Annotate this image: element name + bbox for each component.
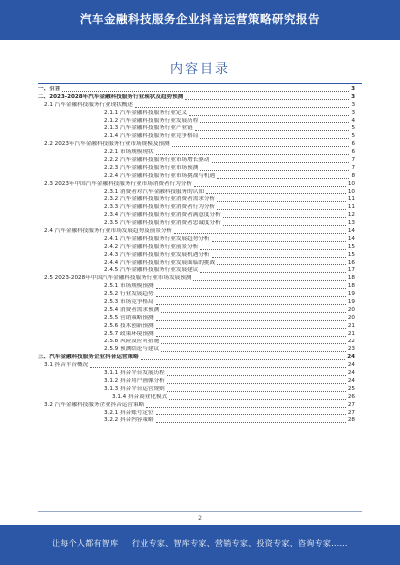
toc-entry-page: 24 (347, 370, 355, 377)
toc-leader-dots (212, 162, 350, 163)
toc-entry-page: 14 (347, 235, 355, 242)
toc-entry[interactable] (38, 181, 355, 189)
toc-leader-dots (62, 91, 349, 92)
toc-entry-page: 24 (347, 377, 355, 384)
toc-entry[interactable] (38, 228, 355, 236)
toc-entry-page: 8 (351, 172, 355, 179)
toc-entry[interactable] (38, 102, 355, 110)
toc-entry-page: 6 (351, 141, 355, 148)
toc-entry[interactable] (38, 236, 355, 244)
toc-entry-page: 5 (351, 125, 355, 132)
toc-entry-title: 2.3 2023年中国汽车金融科技服务行业市场消费者行为分析 (44, 180, 192, 187)
toc-entry-page: 6 (351, 149, 355, 156)
toc-leader-dots (200, 249, 346, 250)
toc-entry[interactable] (38, 275, 355, 283)
toc-entry-page: 20 (347, 314, 355, 321)
toc-entry-title: 三、汽车金融科技服务企业抖音运营策略 (38, 354, 139, 361)
toc-leader-dots (193, 280, 345, 281)
toc-entry-page: 5 (351, 133, 355, 140)
toc-leader-dots (212, 257, 346, 258)
toc-entry[interactable] (38, 165, 355, 173)
toc-leader-dots (135, 107, 349, 108)
toc-leader-dots (194, 186, 346, 187)
toc-entry-page: 10 (347, 188, 355, 195)
toc-entry-title: 3.1.1 抖音平台发展历程 (104, 370, 165, 377)
toc-entry[interactable] (38, 110, 355, 118)
toc-entry[interactable] (38, 354, 355, 362)
toc-entry-title: 2.2.1 市场规模现状 (104, 149, 154, 156)
toc-entry-title: 3.2.2 抖音内容策略 (104, 417, 154, 424)
toc-entry-title: 2.4.5 汽车金融科技服务行业发展建议 (104, 267, 199, 274)
toc-leader-dots (161, 351, 346, 352)
toc-entry[interactable] (38, 189, 355, 197)
toc-leader-dots (167, 383, 346, 384)
toc-entry-title: 2.1.3 汽车金融科技服务行业产业链 (104, 125, 193, 132)
toc-entry-page: 13 (347, 220, 355, 227)
toc-entry-page: 11 (347, 204, 355, 211)
toc-entry-page: 12 (347, 212, 355, 219)
toc-leader-dots (185, 99, 349, 100)
toc-entry-page: 24 (347, 354, 355, 361)
toc-entry[interactable] (38, 291, 355, 299)
toc-leader-dots (161, 312, 346, 313)
toc-leader-dots (156, 336, 346, 337)
toc-entry-page: 7 (351, 157, 355, 163)
toc-leader-dots (217, 178, 349, 179)
toc-leader-dots (156, 422, 346, 423)
toc-entry[interactable] (38, 410, 355, 418)
toc-entry-title: 2.3.3 汽车金融科技服务行业消费者行为分析 (104, 204, 216, 211)
toc-entry-title: 2.1 汽车金融科技服务行业现状概述 (44, 101, 133, 108)
toc-entry-title: 2.4 汽车金融科技服务行业市场发展趋势及前景分析 (44, 228, 173, 235)
toc-entry-title: 2.5.6 技术创新预测 (104, 322, 154, 329)
toc-entry-title: 2.5.4 消费者需求预测 (104, 306, 160, 313)
toc-entry-title: 一、引言 (38, 86, 61, 92)
toc-leader-dots (200, 272, 346, 273)
toc-entry[interactable] (38, 118, 355, 126)
toc-entry-title: 2.1.2 汽车金融科技服务行业发展历程 (104, 117, 199, 124)
footer-experts: 行业专家、智库专家、营销专家、投资专家、咨询专家…… (132, 539, 348, 548)
toc-leader-dots (156, 154, 350, 155)
toc-entry[interactable] (38, 283, 355, 291)
toc-entry[interactable] (38, 402, 355, 410)
toc-entry-page: 19 (347, 291, 355, 298)
toc-entry[interactable] (38, 378, 355, 386)
toc-heading-divider (38, 83, 362, 84)
toc-entry-title: 3.1.2 抖音用户画像分析 (104, 377, 165, 384)
toc-entry-page: 23 (347, 346, 355, 353)
toc-leader-dots (217, 201, 346, 202)
toc-entry-page: 20 (347, 306, 355, 313)
toc-entry-page: 15 (347, 251, 355, 258)
toc-entry-page: 15 (347, 243, 355, 250)
toc-entry[interactable] (38, 386, 355, 394)
toc-entry-title: 2.5.5 营销策略预测 (104, 314, 154, 321)
toc-entry[interactable] (38, 141, 355, 149)
toc-leader-dots (217, 264, 346, 265)
toc-entry-page: 26 (347, 393, 355, 400)
toc-entry-page: 27 (347, 409, 355, 416)
toc-entry[interactable] (38, 307, 355, 315)
toc-entry-title: 2.5.9 预测结论与建议 (104, 346, 160, 353)
toc-entry[interactable] (38, 362, 355, 370)
toc-entry-title: 2.5.8 风险及应对措施 (104, 338, 160, 345)
toc-entry-page: 21 (347, 322, 355, 329)
page-footer (0, 525, 400, 565)
toc-entry[interactable] (38, 331, 355, 339)
toc-entry-title: 二、2023-2028年汽车金融科技服务行业现状及趋势预测 (38, 93, 184, 100)
toc-entry[interactable] (38, 267, 355, 275)
toc-leader-dots (200, 138, 349, 139)
toc-entry[interactable] (38, 417, 355, 425)
toc-leader-dots (189, 115, 349, 116)
toc-entry[interactable] (38, 370, 355, 378)
toc-entry-page: 22 (347, 338, 355, 345)
toc-entry-page: 3 (351, 109, 355, 116)
toc-leader-dots (200, 170, 349, 171)
toc-leader-dots (90, 367, 346, 368)
toc-heading: 内容目录 (169, 62, 230, 77)
toc-entry-title: 2.2.4 汽车金融科技服务行业市场挑战与机遇 (104, 172, 216, 179)
toc-entry[interactable] (38, 323, 355, 331)
toc-entry[interactable] (38, 299, 355, 307)
toc-entry-title: 2.1.1 汽车金融科技服务行业定义 (104, 109, 188, 116)
toc-entry[interactable] (38, 204, 355, 212)
toc-leader-dots (156, 328, 346, 329)
page-number: 2 (198, 515, 202, 522)
toc-entry-title: 2.5.3 市场竞争格局 (104, 299, 154, 306)
toc-leader-dots (161, 343, 346, 344)
toc-leader-dots (156, 320, 346, 321)
toc-entry-title: 2.5.2 行业发展趋势 (104, 291, 154, 298)
toc-leader-dots (212, 241, 346, 242)
toc-entry-page: 3 (351, 86, 355, 92)
toc-entry-page: 24 (347, 362, 355, 369)
toc-entry-title: 2.4.4 汽车金融科技服务行业发展面临的挑战 (104, 259, 216, 266)
toc-entry-title: 2.2 2023年汽车金融科技服务行业市场规模及预测 (44, 141, 170, 148)
toc-entry-title: 2.2.3 汽车金融科技服务行业市场预测 (104, 164, 199, 171)
toc-entry-page: 21 (347, 330, 355, 337)
table-of-contents (38, 86, 355, 425)
toc-entry[interactable] (38, 157, 355, 165)
toc-leader-dots (156, 296, 346, 297)
toc-entry[interactable] (38, 220, 355, 228)
toc-leader-dots (206, 193, 346, 194)
toc-entry-title: 2.5.1 市场规模预测 (104, 283, 154, 290)
toc-entry-title: 2.3.4 汽车金融科技服务行业消费者满意度分析 (104, 212, 221, 219)
toc-entry-page: 25 (347, 385, 355, 392)
toc-entry-page: 18 (347, 283, 355, 290)
toc-entry-page: 28 (347, 417, 355, 424)
toc-entry-page: 7 (351, 164, 355, 171)
toc-entry-page: 3 (351, 93, 355, 100)
toc-entry-page: 11 (347, 196, 355, 203)
toc-entry-title: 2.4.2 汽车金融科技服务行业前景分析 (104, 243, 199, 250)
toc-leader-dots (156, 288, 346, 289)
toc-entry-title: 3.1.3 抖音平台运营规则 (104, 385, 165, 392)
toc-leader-dots (141, 359, 346, 360)
toc-leader-dots (223, 217, 346, 218)
toc-entry[interactable] (38, 315, 355, 323)
toc-entry[interactable] (38, 86, 355, 94)
toc-entry[interactable] (38, 346, 355, 354)
toc-leader-dots (167, 391, 346, 392)
toc-entry-page: 3 (351, 101, 355, 108)
toc-leader-dots (146, 407, 346, 408)
toc-entry-title: 3.2.1 抖音账号定位 (104, 409, 154, 416)
toc-entry[interactable] (38, 196, 355, 204)
toc-leader-dots (169, 399, 346, 400)
toc-leader-dots (223, 225, 346, 226)
toc-entry-title: 2.5.7 政策环境预测 (104, 330, 154, 337)
toc-entry-page: 14 (347, 228, 355, 235)
toc-entry[interactable] (38, 252, 355, 260)
toc-entry-title: 2.4.3 汽车金融科技服务行业发展机遇分析 (104, 251, 210, 258)
toc-leader-dots (200, 122, 349, 123)
bottom-divider (38, 511, 362, 512)
toc-entry[interactable] (38, 339, 355, 347)
toc-entry-page: 10 (347, 180, 355, 187)
toc-leader-dots (156, 304, 346, 305)
toc-entry-page: 19 (347, 299, 355, 306)
toc-entry-title: 2.5 2023-2028年中国汽车金融科技服务行业市场发展预测 (44, 275, 192, 282)
toc-leader-dots (156, 414, 346, 415)
toc-entry-title: 2.4.1 汽车金融科技服务行业发展趋势分析 (104, 235, 210, 242)
toc-entry[interactable] (38, 94, 355, 102)
toc-entry-page: 18 (347, 275, 355, 282)
report-title: 汽车金融科技服务企业抖音运营策略研究报告 (80, 12, 320, 26)
toc-leader-dots (217, 209, 346, 210)
toc-leader-dots (195, 130, 350, 131)
toc-entry[interactable] (38, 173, 355, 181)
toc-entry-title: 3.1.4 抖音商业化模式 (112, 393, 168, 400)
toc-entry-page: 17 (347, 267, 355, 274)
toc-entry[interactable] (38, 133, 355, 141)
footer-slogan: 让每个人都有智库 (52, 539, 119, 548)
toc-entry[interactable] (38, 212, 355, 220)
toc-entry-page: 4 (351, 117, 355, 124)
toc-leader-dots (172, 146, 350, 147)
toc-leader-dots (167, 375, 346, 376)
page-header (0, 0, 400, 40)
toc-entry[interactable] (38, 260, 355, 268)
toc-entry-page: 27 (347, 401, 355, 408)
toc-entry-title: 3.1 抖音平台概况 (44, 362, 89, 369)
toc-entry-title: 2.1.4 汽车金融科技服务行业竞争格局 (104, 133, 199, 140)
toc-entry[interactable] (38, 125, 355, 133)
toc-entry-title: 2.2.2 汽车金融科技服务行业市场增长驱动 (104, 157, 210, 163)
toc-entry-title: 2.3.2 汽车金融科技服务行业消费者需求分析 (104, 196, 216, 203)
toc-entry-page: 16 (347, 259, 355, 266)
toc-entry-title: 2.3.1 消费者对汽车金融科技服务的认知 (104, 188, 204, 195)
toc-leader-dots (174, 233, 346, 234)
toc-entry-title: 2.3.5 汽车金融科技服务行业消费者忠诚度分析 (104, 220, 221, 227)
toc-entry[interactable] (38, 394, 355, 402)
toc-entry[interactable] (38, 244, 355, 252)
toc-entry-title: 3.2 汽车金融科技服务企业抖音运营策略 (44, 401, 145, 408)
toc-entry[interactable] (38, 149, 355, 157)
